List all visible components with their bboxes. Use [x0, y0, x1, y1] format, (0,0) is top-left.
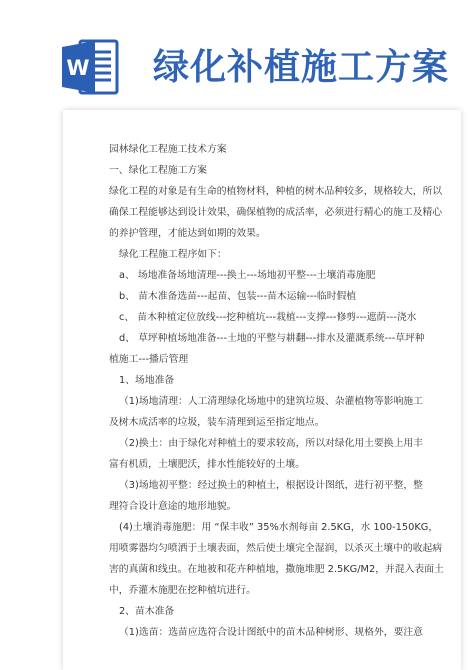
document-page: [63, 110, 461, 670]
list-item: c、 苗木种植定位放线---挖种植坑---栽植---支撑---修剪---遮荫---浇水: [119, 312, 417, 323]
list-item: d、 草坪种植场地准备---土地的平整与耕翻---排水及灌溉系统---草坪种: [119, 333, 425, 344]
word-icon-letter: W: [66, 56, 90, 80]
paragraph-line: (4)土壤消毒施肥：用 “保丰收” 35%水剂每亩 2.5KG，水 100-150KG，: [119, 522, 439, 533]
paragraph-line: 及树木成活率的垃圾，装车清理到运至指定地点。: [109, 417, 325, 428]
subsection-heading: 2、苗木准备: [119, 606, 175, 617]
list-item: a、 场地准备场地清理---换土---场地初平整---土壤消毒施肥: [119, 270, 376, 281]
paragraph-line: （1)选苗：选苗应选符合设计图纸中的苗木品种树形、规格外，要注意: [119, 627, 423, 638]
doc-heading: 园林绿化工程施工技术方案: [109, 144, 227, 155]
paragraph-line: 绿化工程的对象是有生命的植物材料，种植的树木品种较多，规格较大，所以: [109, 186, 443, 197]
page-title: 绿化补植施工方案: [153, 47, 450, 88]
paragraph-line: 中，乔灌木施肥在挖种植坑进行。: [109, 585, 256, 596]
section-heading: 一、绿化工程施工方案: [109, 165, 207, 176]
paragraph-line: 害的真菌和线虫。在地被和花卉种植地，撒施堆肥 2.5KG/M2，并混入表面土: [109, 564, 444, 575]
paragraph-line: 确保工程能够达到设计效果，确保植物的成活率，必须进行精心的施工及精心: [109, 207, 443, 218]
paragraph-line: 绿化工程施工程序如下：: [119, 249, 227, 260]
paragraph-line: （1)场地清理：人工清理绿化场地中的建筑垃圾、杂灌植物等影响施工: [119, 396, 423, 407]
list-item: b、 苗木准备选苗---起苗、包装---苗木运输---临时假植: [119, 291, 357, 302]
list-item-continuation: 植施工---播后管理: [109, 354, 189, 365]
paragraph-line: 理符合设计意途的地形地貌。: [109, 501, 237, 512]
word-document-icon: [62, 38, 120, 96]
paragraph-line: 的养护管理，才能达到如期的效果。: [109, 228, 266, 239]
paragraph-line: 用喷雾器均匀喷洒于土壤表面，然后使土壤完全湿润，以杀灭土壤中的收起病: [109, 543, 443, 554]
paragraph-line: （3)场地初平整：经过换土的种植土，根据设计图纸，进行初平整，整: [119, 480, 423, 491]
paragraph-line: 富有机质，土壤肥沃，排水性能较好的土壤。: [109, 459, 305, 470]
paragraph-line: （2)换土：由于绿化对种植土的要求较高，所以对绿化用土要换上用丰: [119, 438, 423, 449]
document-header: [0, 0, 474, 110]
subsection-heading: 1、场地准备: [119, 375, 175, 386]
